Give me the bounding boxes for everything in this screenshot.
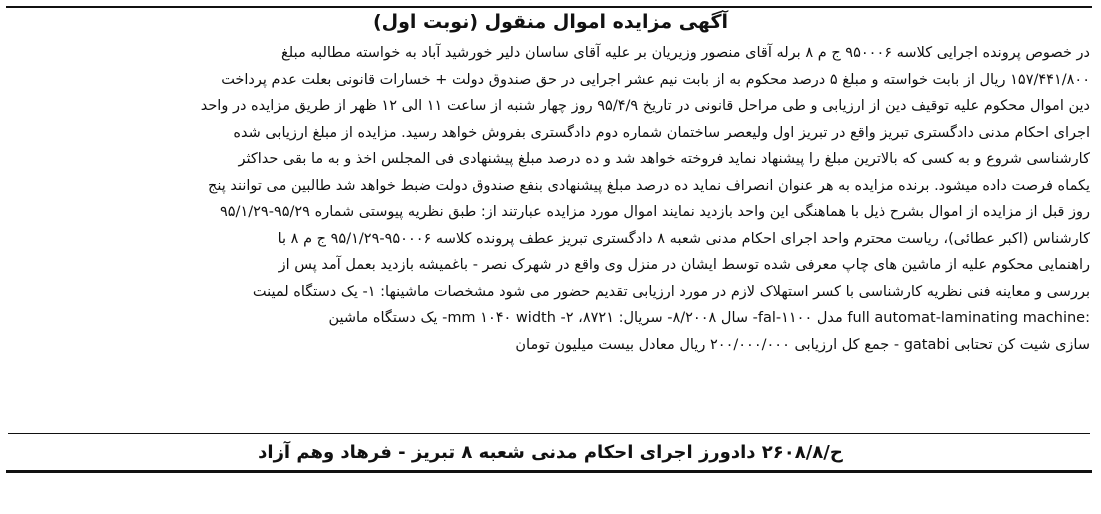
- notice-line: کارشناس (اکبر عطائی)، ریاست محترم واحد اجرای احکام مدنی شعبه ۸ دادگستری تبریز عطف پرونده کلاسه ۹۵۰۰۰۶-۹۵/۱/۲۹ ج م ۸ با: [277, 230, 1090, 247]
- notice-line: :full automat-laminating machine مدل fal-۱۱۰۰- سال ۸/۲۰۰۸- سریال: ۸۷۲۱، mm ۱۰۴۰ width -۲- یک دستگاه ماشین: [328, 310, 1090, 326]
- notice-line: ۱۵۷/۴۴۱/۸۰۰ ریال از بابت خواسته و مبلغ ۵ درصد محکوم به از بابت نیم عشر اجرایی در حق صندوق دولت + خسارات قانونی بعلت عدم پرداخت: [221, 71, 1090, 88]
- footer-divider: [8, 433, 1090, 434]
- notice-line: کارشناسی شروع و به کسی که بالاترین مبلغ را پیشنهاد نماید فروخته خواهد شد و ده درصد مبلغ پیشنهادی فی المجلس اخذ و به ما بقی حداکثر: [238, 151, 1090, 167]
- notice-line: در خصوص پرونده اجرایی کلاسه ۹۵۰۰۰۶ ج م ۸ برله آقای منصور وزیریان بر علیه آقای ساسان دلیر خورشید آباد به خواسته مطالبه مبلغ: [281, 45, 1090, 61]
- notice-line: دین اموال محکوم علیه توقیف دین از ارزیابی و طی مراحل قانونی در تاریخ ۹۵/۴/۹ روز چهار شنبه از ساعت ۱۱ الی ۱۲ ظهر از طریق مزایده در واحد: [200, 98, 1090, 114]
- notice-line: اجرای احکام مدنی دادگستری تبریز واقع در تبریز اول ولیعصر ساختمان شماره دوم دادگستری بفروش خواهد رسید. مزایده از مبلغ ارزیابی شده: [233, 124, 1090, 141]
- notice-line: روز قبل از مزایده از اموال بشرح ذیل با هماهنگی این واحد بازدید نمایند اموال مورد مزایده عبارتند از: طبق نظریه پیوستی شماره ۹۵/۲۹-۹۵/۱/۲۹: [219, 204, 1090, 220]
- notice-signature: ح/۲۶۰۸/۸ دادورز اجرای احکام مدنی شعبه ۸ تبریز - فرهاد وهم آزاد: [258, 442, 843, 463]
- notice-line: سازی شیت کن تحتابی gatabi - جمع کل ارزیابی ۲۰۰/۰۰۰/۰۰۰ ریال معادل بیست میلیون تومان: [515, 336, 1090, 353]
- notice-body: [14, 40, 1090, 358]
- notice-line: راهنمایی محکوم علیه از ماشین های چاپ معرفی شده توسط ایشان در منزل وی واقع در شهرک نصر - باغمیشه بازدید بعمل آمد پس از: [278, 257, 1090, 273]
- notice-line: بررسی و معاینه فنی نظریه کارشناسی با کسر استهلاک لازم در مورد ارزیابی تقدیم حضور می شود مشخصات ماشینها: ۱- یک دستگاه لمینت: [252, 283, 1090, 300]
- notice-title: آگهی مزایده اموال منقول (نوبت اول): [372, 11, 729, 33]
- notice-line: یکماه فرصت داده میشود. برنده مزایده به هر عنوان انصراف نماید ده درصد مبلغ پیشنهادی بنفع صندوق دولت ضبط خواهد شد طالبین می توانند پنج: [207, 177, 1090, 194]
